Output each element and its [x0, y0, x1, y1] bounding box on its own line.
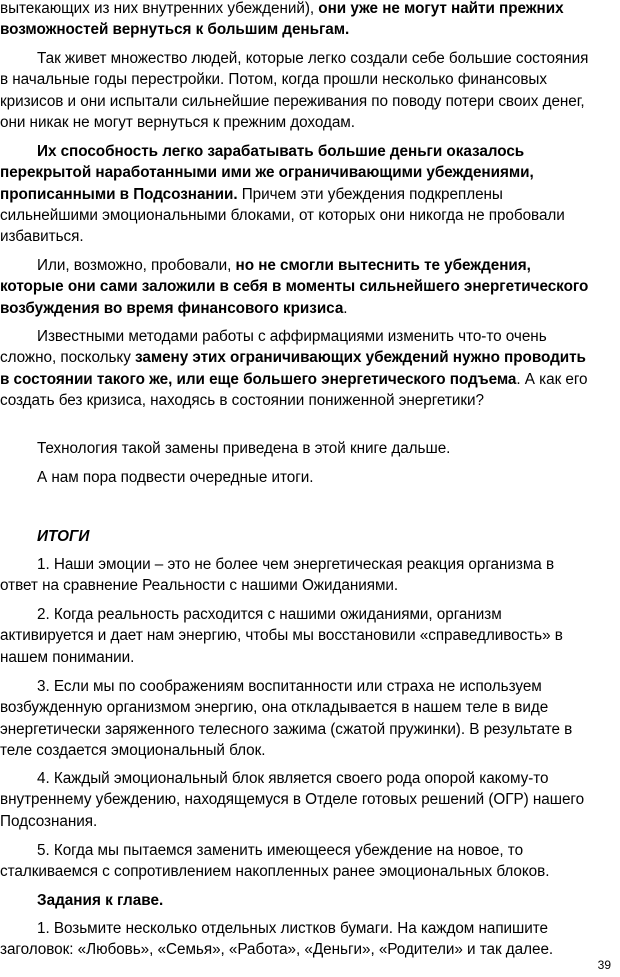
text-run: . — [343, 299, 348, 317]
text-run: Известными методами работы с аффирмациями изменить что-то очень сложно, поскольку — [0, 328, 547, 367]
section-heading: ИТОГИ — [37, 528, 90, 545]
bold-run: Их способность легко зарабатывать большие деньги оказалось перекрытой наработанными ими же ограничивающими убеждениями, прописанными в Подсознании. — [0, 143, 534, 203]
text-run: . А как его создать без кризиса, находясь в состоянии пониженной энергетики? — [0, 370, 588, 409]
summary-item: 2. Когда реальность расходится с нашими ожиданиями, организм активируется и дает нам энергию, чтобы мы восстановили «справедливость» в нашем понимании. — [0, 606, 563, 666]
summary-item: 1. Наши эмоции – это не более чем энергетическая реакция организма в ответ на сравнение Реальности с нашими Ожиданиями. — [0, 556, 555, 595]
paragraph: Технология такой замены приведена в этой книге дальше. — [37, 440, 451, 457]
paragraph-continuation — [0, 0, 594, 41]
paragraph: А нам пора подвести очередные итоги. — [37, 469, 314, 486]
text-run: Причем эти убеждения подкреплены сильнейшими эмоциональными блоками, от которых они никогда не пробовали избавиться. — [0, 185, 565, 246]
summary-item: 4. Каждый эмоциональный блок является своего рода опорой какому-то внутреннему убеждению, находящемуся в Отделе готовых решений (ОГР) нашего Подсознания. — [0, 770, 585, 830]
summary-item: 5. Когда мы пытаемся заменить имеющееся убеждение на новое, то сталкиваемся с сопротивлением накопленных ранее эмоциональных блоков. — [0, 842, 550, 881]
tasks-heading: Задания к главе. — [37, 892, 164, 909]
page-number: 39 — [597, 958, 611, 972]
task-item: 1. Возьмите несколько отдельных листков бумаги. На каждом напишите заголовок: «Любовь», «Семья», «Работа», «Деньги», «Родители» и так далее. — [0, 920, 554, 959]
bold-run: они уже не могут найти прежних возможностей вернуться к большим деньгам. — [0, 0, 564, 39]
paragraph — [0, 326, 594, 411]
text-run: Или, возможно, пробовали, — [37, 257, 236, 274]
text-run: вытекающих из них внутренних убеждений), — [0, 0, 319, 17]
paragraph: Так живет множество людей, которые легко создали себе большие состояния в начальные годы перестройки. Потом, когда прошли несколько финансовых кризисов и они испытали сильнейшие переживания по поводу потери своих денег, они никак не могут вернуться к прежним доходам. — [0, 50, 589, 131]
bold-run: но не смогли вытеснить те убеждения, которые они сами заложили в себя в моменты сильнейшего энергетического возбуждения во время финансового кризиса — [0, 257, 589, 317]
paragraph — [0, 141, 594, 247]
paragraph — [0, 255, 594, 319]
bold-run: замену этих ограничивающих убеждений нужно проводить в состоянии такого же, или еще большего энергетического подъема — [0, 349, 586, 388]
summary-item: 3. Если мы по соображениям воспитанности или страха не используем возбужденную организмом энергию, она откладывается в нашем теле в виде энергетически заряженного телесного зажима (сжатой пружинки). В результате в теле создается эмоциональный блок. — [0, 678, 573, 759]
